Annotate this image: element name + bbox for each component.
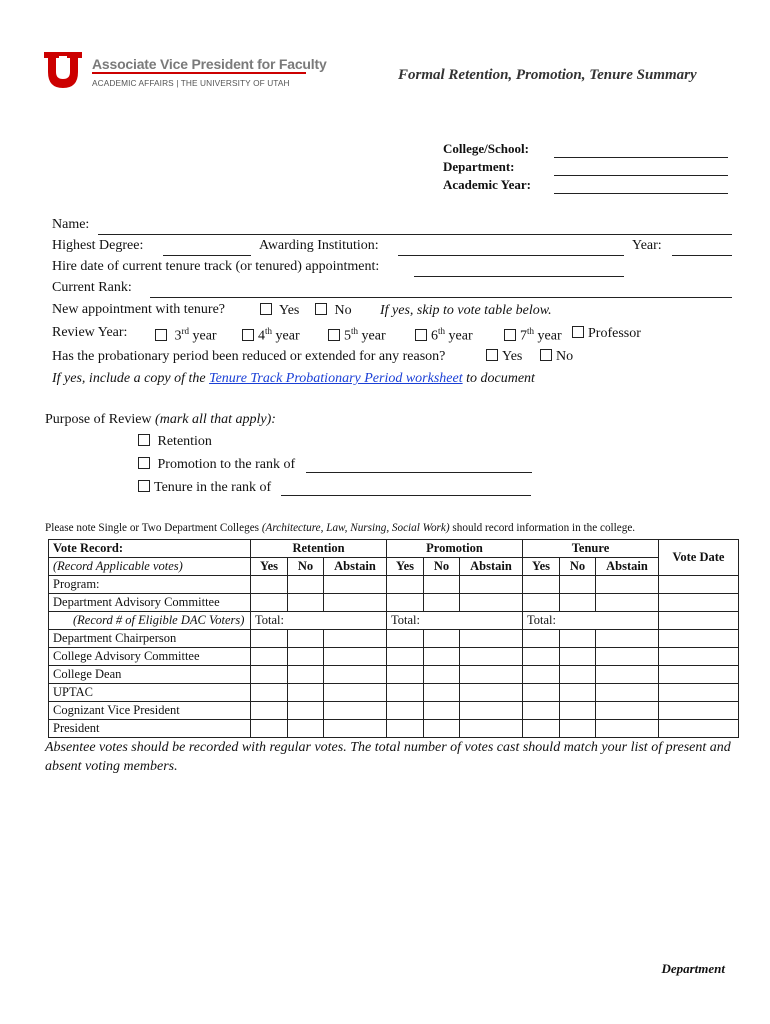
row-label: College Dean <box>49 666 251 684</box>
cell[interactable] <box>659 594 739 612</box>
worksheet-link[interactable]: Tenure Track Probationary Period worksheet <box>209 371 463 386</box>
cell[interactable] <box>251 576 288 594</box>
probation-note <box>52 371 535 387</box>
cell[interactable] <box>460 702 523 720</box>
page-title: Formal Retention, Promotion, Tenure Summary <box>398 67 697 83</box>
cell[interactable] <box>251 594 288 612</box>
cell[interactable] <box>288 648 324 666</box>
probation-no-checkbox[interactable] <box>540 349 552 361</box>
cell[interactable] <box>324 594 387 612</box>
vote-table <box>48 539 739 738</box>
tenure-yes-header: Yes <box>523 558 560 576</box>
table-row <box>49 594 739 612</box>
cell[interactable] <box>288 720 324 738</box>
probation-note-pre: If yes, include a copy of the <box>52 371 210 386</box>
cell[interactable] <box>288 666 324 684</box>
review-year-label: Review Year: <box>52 325 128 340</box>
year-4-text: year <box>272 328 300 344</box>
year-3-num: 3 <box>174 328 182 344</box>
college-label: College/School: <box>443 141 529 156</box>
record-note: (Record Applicable votes) <box>49 558 251 576</box>
college-note-mid: (Architecture, Law, Nursing, Social Work) <box>261 522 450 534</box>
table-row <box>49 576 739 594</box>
row-label: President <box>49 720 251 738</box>
cell[interactable] <box>560 684 596 702</box>
cell[interactable] <box>460 720 523 738</box>
promotion-total[interactable]: Total: <box>387 612 523 630</box>
cell[interactable] <box>387 630 424 648</box>
cell[interactable] <box>251 720 288 738</box>
promotion-abstain-header: Abstain <box>460 558 523 576</box>
college-note-pre: Please note Single or Two Department Colleges <box>45 522 262 534</box>
cell[interactable] <box>460 594 523 612</box>
degree-field[interactable] <box>163 255 251 256</box>
promotion-option[interactable] <box>138 457 295 473</box>
year-6-checkbox[interactable] <box>415 329 427 341</box>
cell[interactable] <box>659 666 739 684</box>
year-7-checkbox[interactable] <box>504 329 516 341</box>
professor-checkbox[interactable] <box>572 326 584 338</box>
table-header-row <box>49 540 739 558</box>
cell[interactable] <box>251 666 288 684</box>
cell[interactable] <box>288 702 324 720</box>
absentee-note: Absentee votes should be recorded with regular votes. The total number of votes cast should match your list of present and absent voting members. <box>45 740 731 774</box>
cell[interactable] <box>251 630 288 648</box>
college-note-post: should record information in the college. <box>449 522 636 534</box>
tenure-header: Tenure <box>523 540 659 558</box>
cell[interactable] <box>324 684 387 702</box>
cell[interactable] <box>659 720 739 738</box>
cell[interactable] <box>387 720 424 738</box>
purpose-heading <box>45 412 276 428</box>
year-6-sup: th <box>438 326 446 336</box>
retention-header: Retention <box>251 540 387 558</box>
row-label: UPTAC <box>49 684 251 702</box>
cell[interactable] <box>560 720 596 738</box>
cell[interactable] <box>596 576 659 594</box>
cell[interactable] <box>596 594 659 612</box>
purpose-heading-note: (mark all that apply): <box>155 412 276 427</box>
promotion-yes-header: Yes <box>387 558 424 576</box>
cell[interactable] <box>387 666 424 684</box>
logo-divider <box>92 72 306 74</box>
year-5-checkbox[interactable] <box>328 329 340 341</box>
cell[interactable] <box>387 576 424 594</box>
vote-record-header: Vote Record: <box>49 540 251 558</box>
year-7-sup: th <box>527 326 535 336</box>
table-row <box>49 684 739 702</box>
cell[interactable] <box>387 648 424 666</box>
cell[interactable] <box>523 630 560 648</box>
cell[interactable] <box>424 648 460 666</box>
cell[interactable] <box>324 720 387 738</box>
year-label: Year: <box>632 238 662 253</box>
cell[interactable] <box>659 630 739 648</box>
university-logo-icon <box>44 52 82 88</box>
yes-checkbox[interactable] <box>260 303 272 315</box>
cell[interactable] <box>424 630 460 648</box>
degree-label: Highest Degree: <box>52 238 144 253</box>
tenure-rank-field[interactable] <box>281 495 531 496</box>
cell[interactable] <box>523 684 560 702</box>
vote-date-header: Vote Date <box>659 540 739 576</box>
dac-note: (Record # of Eligible DAC Voters) <box>49 612 251 630</box>
row-label: Cognizant Vice President <box>49 702 251 720</box>
year-6-num: 6 <box>431 328 438 344</box>
table-subheader-row <box>49 558 739 576</box>
cell[interactable] <box>659 648 739 666</box>
name-label: Name: <box>52 217 90 232</box>
cell[interactable] <box>324 576 387 594</box>
cell[interactable] <box>424 684 460 702</box>
cell[interactable] <box>288 630 324 648</box>
tenure-option[interactable] <box>138 480 271 496</box>
cell[interactable] <box>324 666 387 684</box>
cell[interactable] <box>523 720 560 738</box>
professor-label: Professor <box>588 326 641 341</box>
cell[interactable] <box>324 630 387 648</box>
current-rank-field[interactable] <box>150 297 732 298</box>
promotion-rank-field[interactable] <box>306 472 532 473</box>
year-3-option[interactable] <box>155 326 217 345</box>
retention-abstain-header: Abstain <box>324 558 387 576</box>
cell[interactable] <box>387 684 424 702</box>
cell[interactable] <box>424 666 460 684</box>
no-checkbox[interactable] <box>315 303 327 315</box>
logo-title: Associate Vice President for Faculty <box>92 56 327 72</box>
probation-question: Has the probationary period been reduced or extended for any reason? <box>52 349 446 364</box>
department-label: Department: <box>443 159 515 174</box>
cell[interactable] <box>596 630 659 648</box>
cell[interactable] <box>523 648 560 666</box>
table-row <box>49 666 739 684</box>
cell[interactable] <box>424 576 460 594</box>
cell[interactable] <box>251 702 288 720</box>
cell[interactable] <box>596 648 659 666</box>
cell[interactable] <box>523 576 560 594</box>
cell[interactable] <box>560 630 596 648</box>
table-row <box>49 702 739 720</box>
tenure-checkbox[interactable] <box>138 480 150 492</box>
probation-yes-label: Yes <box>502 349 523 364</box>
new-appointment-label: New appointment with tenure? <box>52 302 226 317</box>
cell[interactable] <box>324 648 387 666</box>
retention-no-header: No <box>288 558 324 576</box>
cell[interactable] <box>596 666 659 684</box>
year-4-option[interactable] <box>242 326 300 345</box>
cell[interactable] <box>560 666 596 684</box>
logo-subtitle: ACADEMIC AFFAIRS | THE UNIVERSITY OF UTAH <box>92 78 290 88</box>
cell[interactable] <box>460 684 523 702</box>
table-row <box>49 612 739 630</box>
cell[interactable] <box>324 702 387 720</box>
promotion-label: Promotion to the rank of <box>157 457 296 472</box>
cell[interactable] <box>288 684 324 702</box>
new-appointment-yes[interactable] <box>260 303 299 319</box>
year-7-num: 7 <box>520 328 527 344</box>
name-field[interactable] <box>98 234 732 235</box>
retention-total[interactable]: Total: <box>251 612 387 630</box>
yes-label: Yes <box>278 303 300 318</box>
professor-option[interactable] <box>572 326 641 342</box>
retention-yes-header: Yes <box>251 558 288 576</box>
year-4-sup: th <box>265 326 273 336</box>
cell[interactable] <box>560 576 596 594</box>
cell[interactable] <box>659 576 739 594</box>
cell[interactable] <box>523 702 560 720</box>
cell[interactable] <box>387 702 424 720</box>
cell[interactable] <box>596 684 659 702</box>
probation-yes-checkbox[interactable] <box>486 349 498 361</box>
year-field[interactable] <box>672 255 732 256</box>
year-6-text: year <box>445 328 473 344</box>
hire-date-field[interactable] <box>414 276 624 277</box>
cell[interactable] <box>560 702 596 720</box>
cell[interactable] <box>560 648 596 666</box>
cell[interactable] <box>659 702 739 720</box>
retention-option[interactable] <box>138 434 212 450</box>
cell[interactable] <box>424 720 460 738</box>
year-7-text: year <box>534 328 562 344</box>
institution-field[interactable] <box>398 255 624 256</box>
retention-checkbox[interactable] <box>138 434 150 446</box>
cell[interactable] <box>424 702 460 720</box>
cell[interactable] <box>424 594 460 612</box>
cell[interactable] <box>288 576 324 594</box>
cell[interactable] <box>460 630 523 648</box>
academic-year-field[interactable] <box>554 193 728 194</box>
year-3-checkbox[interactable] <box>155 329 167 341</box>
current-rank-label: Current Rank: <box>52 280 132 295</box>
dac-label: Department Advisory Committee <box>49 594 251 612</box>
footer-department: Department <box>661 961 725 976</box>
probation-note-post: to document <box>462 371 535 386</box>
college-note <box>45 522 635 534</box>
cell[interactable] <box>460 648 523 666</box>
cell[interactable] <box>387 594 424 612</box>
program-label: Program: <box>49 576 251 594</box>
cell[interactable] <box>460 666 523 684</box>
cell[interactable] <box>251 648 288 666</box>
probation-no[interactable] <box>540 349 573 365</box>
table-row <box>49 720 739 738</box>
cell[interactable] <box>596 720 659 738</box>
retention-label: Retention <box>157 434 212 449</box>
institution-label: Awarding Institution: <box>259 238 379 253</box>
year-4-checkbox[interactable] <box>242 329 254 341</box>
cell[interactable] <box>560 594 596 612</box>
year-5-sup: th <box>351 326 359 336</box>
cell[interactable] <box>251 684 288 702</box>
skip-note: If yes, skip to vote table below. <box>380 303 552 318</box>
row-label: Department Chairperson <box>49 630 251 648</box>
year-5-num: 5 <box>344 328 351 344</box>
year-5-text: year <box>358 328 386 344</box>
cell[interactable] <box>596 702 659 720</box>
cell[interactable] <box>460 576 523 594</box>
year-3-sup: rd <box>181 326 189 336</box>
year-3-text: year <box>189 328 217 344</box>
promotion-no-header: No <box>424 558 460 576</box>
tenure-abstain-header: Abstain <box>596 558 659 576</box>
tenure-label: Tenure in the rank of <box>154 480 272 495</box>
tenure-total[interactable]: Total: <box>523 612 659 630</box>
year-5-option[interactable] <box>328 326 386 345</box>
new-appointment-no[interactable] <box>315 303 352 319</box>
cell[interactable] <box>659 612 739 630</box>
probation-no-label: No <box>556 349 574 364</box>
cell[interactable] <box>523 666 560 684</box>
academic-year-label: Academic Year: <box>443 177 531 192</box>
table-row <box>49 630 739 648</box>
purpose-heading-text: Purpose of Review <box>45 412 156 427</box>
table-row <box>49 648 739 666</box>
cell[interactable] <box>659 684 739 702</box>
probation-yes[interactable] <box>486 349 522 365</box>
promotion-header: Promotion <box>387 540 523 558</box>
department-field[interactable] <box>554 175 728 176</box>
tenure-no-header: No <box>560 558 596 576</box>
year-7-option[interactable] <box>504 326 562 345</box>
hire-date-label: Hire date of current tenure track (or tenured) appointment: <box>52 259 380 274</box>
row-label: College Advisory Committee <box>49 648 251 666</box>
no-label: No <box>334 303 352 318</box>
year-4-num: 4 <box>258 328 265 344</box>
college-field[interactable] <box>554 157 728 158</box>
cell[interactable] <box>288 594 324 612</box>
promotion-checkbox[interactable] <box>138 457 150 469</box>
year-6-option[interactable] <box>415 326 473 345</box>
cell[interactable] <box>523 594 560 612</box>
